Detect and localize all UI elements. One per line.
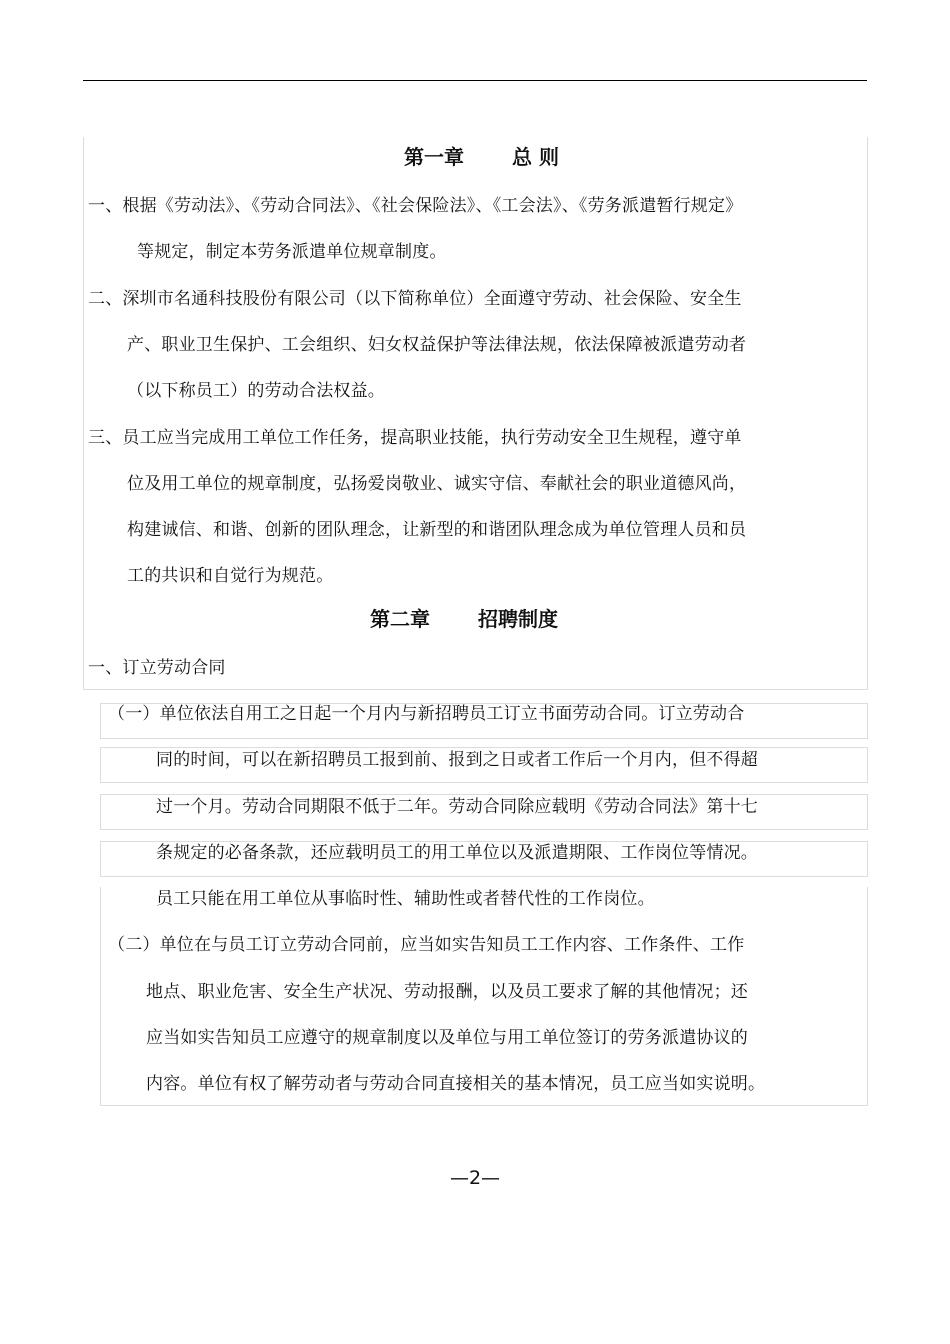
section-heading: 一、订立劳动合同: [88, 658, 226, 678]
paragraph-line: （以下称员工）的劳动合法权益。: [127, 381, 385, 401]
chapter-2-heading: [370, 606, 558, 632]
paragraph-line: 条规定的必备条款，还应载明员工的用工单位以及派遣期限、工作岗位等情况。: [156, 843, 758, 863]
header-rule: [83, 80, 867, 81]
paragraph-line: 地点、职业危害、安全生产状况、劳动报酬，以及员工要求了解的其他情况；还: [146, 982, 748, 1002]
chapter-1-number: 第一章: [404, 145, 464, 169]
paragraph-line: 二、深圳市名通科技股份有限公司（以下简称单位）全面遵守劳动、社会保险、安全生: [88, 289, 742, 309]
paragraph-line: 同的时间，可以在新招聘员工报到前、报到之日或者工作后一个月内，但不得超: [156, 750, 758, 770]
paragraph-line: 工的共识和自觉行为规范。: [127, 566, 334, 586]
paragraph-line: 产、职业卫生保护、工会组织、妇女权益保护等法律法规，依法保障被派遣劳动者: [127, 335, 747, 355]
paragraph-line: （二）单位在与员工订立劳动合同前，应当如实告知员工工作内容、工作条件、工作: [108, 935, 745, 955]
paragraph-line: 过一个月。劳动合同期限不低于二年。劳动合同除应载明《劳动合同法》第十七: [156, 797, 758, 817]
page-number: —2—: [449, 1167, 501, 1189]
paragraph-line: 等规定，制定本劳务派遣单位规章制度。: [137, 242, 447, 262]
paragraph-line: 员工只能在用工单位从事临时性、辅助性或者替代性的工作岗位。: [156, 889, 655, 909]
chapter-2-number: 第二章: [370, 607, 430, 631]
paragraph-line: 位及用工单位的规章制度，弘扬爱岗敬业、诚实守信、奉献社会的职业道德风尚，: [127, 474, 747, 494]
chapter-2-title: 招聘制度: [478, 607, 558, 631]
paragraph-line: （一）单位依法自用工之日起一个月内与新招聘员工订立书面劳动合同。订立劳动合: [108, 704, 745, 724]
paragraph-line: 构建诚信、和谐、创新的团队理念，让新型的和谐团队理念成为单位管理人员和员: [127, 520, 747, 540]
chapter-1-heading: [404, 144, 559, 170]
paragraph-line: 一、根据《劳动法》、《劳动合同法》、《社会保险法》、《工会法》、《劳务派遣暂行规定》: [88, 196, 743, 216]
paragraph-line: 三、员工应当完成用工单位工作任务，提高职业技能，执行劳动安全卫生规程，遵守单: [88, 428, 742, 448]
paragraph-line: 内容。单位有权了解劳动者与劳动合同直接相关的基本情况，员工应当如实说明。: [146, 1074, 766, 1094]
chapter-1-title: 总 则: [512, 145, 559, 169]
paragraph-line: 应当如实告知员工应遵守的规章制度以及单位与用工单位签订的劳务派遣协议的: [146, 1028, 748, 1048]
